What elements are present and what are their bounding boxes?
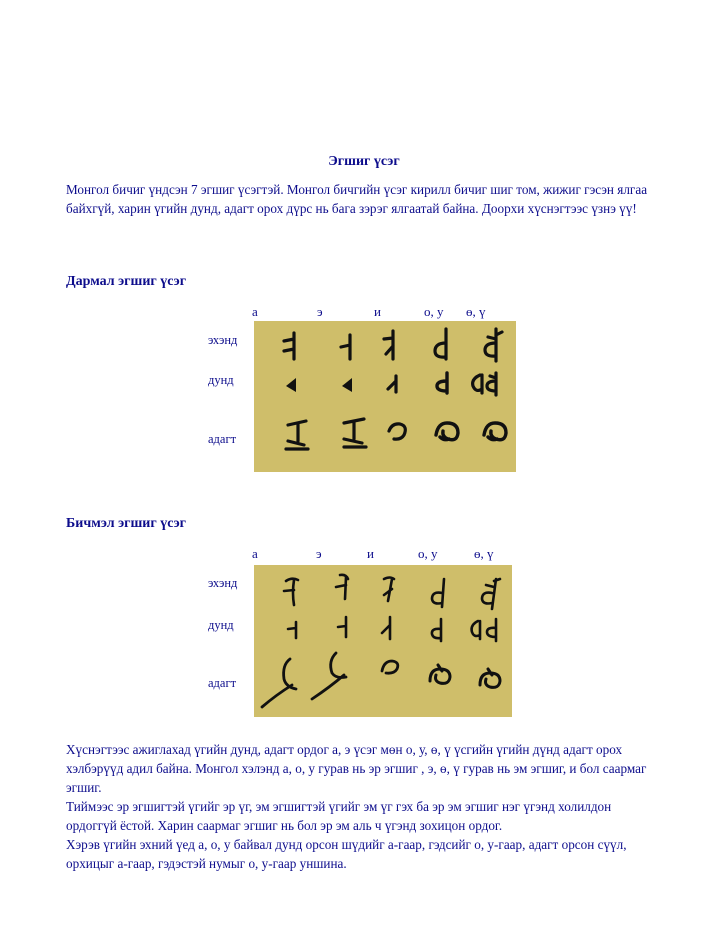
handwritten-o-final-glyph bbox=[426, 661, 456, 689]
printed-i-initial-glyph bbox=[378, 329, 404, 361]
printed-column-headers bbox=[0, 304, 728, 322]
printed-o-medial-glyph bbox=[432, 371, 454, 395]
handwritten-o-medial-glyph bbox=[426, 617, 448, 643]
column-header: ө, ү bbox=[466, 304, 486, 319]
printed-e-initial-glyph bbox=[336, 331, 360, 361]
handwritten-oe-final-glyph bbox=[476, 665, 506, 693]
handwritten-glyph-table bbox=[254, 565, 512, 717]
printed-oe-medial-glyph bbox=[468, 371, 504, 397]
printed-o-initial-glyph bbox=[430, 327, 456, 361]
row-label-final: адагт bbox=[208, 432, 237, 446]
handwritten-e-final-glyph bbox=[304, 649, 354, 705]
row-label-final: адагт bbox=[208, 676, 237, 690]
printed-a-final-glyph bbox=[282, 419, 316, 453]
handwritten-oe-initial-glyph bbox=[476, 575, 504, 611]
handwritten-a-initial-glyph bbox=[280, 575, 304, 607]
column-header: ө, ү bbox=[474, 546, 494, 561]
handwritten-a-final-glyph bbox=[256, 655, 304, 711]
handwritten-i-initial-glyph bbox=[376, 573, 402, 605]
page-title: Эгшиг үсэг bbox=[328, 154, 400, 169]
printed-i-final-glyph bbox=[384, 419, 412, 443]
handwritten-a-medial-glyph bbox=[284, 619, 304, 641]
printed-o-final-glyph bbox=[432, 417, 464, 445]
intro-paragraph: Монгол бичиг үндсэн 7 эгшиг үсэгтэй. Монгол бичгийн үсэг кирилл бичиг шиг том, жижиг гэсэн ялгаа байхгүй, харин үгийн дунд, адагт орох дүрс нь бага зэрэг ялгаатай байна. Доорхи хүснэгтээс үзнэ үү! bbox=[66, 182, 648, 216]
row-label-initial: эхэнд bbox=[208, 333, 238, 347]
handwritten-i-final-glyph bbox=[378, 655, 406, 679]
handwritten-e-medial-glyph bbox=[334, 615, 354, 639]
column-header: э bbox=[317, 304, 323, 319]
handwritten-i-medial-glyph bbox=[376, 615, 398, 641]
handwritten-o-initial-glyph bbox=[426, 575, 452, 609]
row-label-medial: дунд bbox=[208, 618, 234, 632]
printed-section-heading: Дармал эгшиг үсэг bbox=[66, 274, 187, 289]
row-label-initial: эхэнд bbox=[208, 576, 238, 590]
printed-e-medial-glyph bbox=[340, 375, 360, 395]
handwritten-e-initial-glyph bbox=[332, 571, 356, 603]
column-header: э bbox=[316, 546, 322, 561]
column-header: а bbox=[252, 304, 258, 319]
printed-e-final-glyph bbox=[338, 417, 372, 451]
column-header: о, у bbox=[424, 304, 444, 319]
conclusion-paragraph-3: Хэрэв үгийн эхний үед а, о, у байвал дунд орсон шүдийг а-гаар, гэдсийг о, у-гаар, адагт орсон сүүл, орхицыг а-гаар, гэдэстэй нумыг о, у-гаар уншина. bbox=[66, 837, 627, 871]
column-header: и bbox=[367, 546, 374, 561]
row-label-medial: дунд bbox=[208, 373, 234, 387]
printed-oe-final-glyph bbox=[480, 417, 512, 445]
handwritten-oe-medial-glyph bbox=[466, 617, 504, 643]
conclusion-paragraph-1: Хүснэгтээс ажиглахад үгийн дунд, адагт ордог а, э үсэг мөн о, у, ө, ү үсгийн үгийн дүнд адагт орох хэлбэрүүд адил байна. Монгол хэлэнд а, о, у гурав нь эр эгшиг , э, ө, ү гурав нь эм эгшиг, и бол саармаг эгшиг. bbox=[66, 742, 647, 795]
conclusion-paragraph-2: Тиймээс эр эгшигтэй үгийг эр үг, эм эгшигтэй үгийг эм үг гэх ба эр эм эгшиг нэг үгэнд холилдон ордоггүй ёстой. Харин саармаг эгшиг нь бол эр эм аль ч үгэнд зохицон ордог. bbox=[66, 799, 612, 833]
printed-oe-initial-glyph bbox=[478, 327, 506, 363]
column-header: а bbox=[252, 546, 258, 561]
column-header: о, у bbox=[418, 546, 438, 561]
printed-i-medial-glyph bbox=[382, 373, 404, 395]
column-header: и bbox=[374, 304, 381, 319]
printed-a-medial-glyph bbox=[284, 375, 304, 395]
printed-a-initial-glyph bbox=[280, 331, 304, 361]
handwritten-section-heading: Бичмэл эгшиг үсэг bbox=[66, 516, 187, 531]
handwritten-column-headers bbox=[0, 546, 728, 564]
printed-glyph-table bbox=[254, 321, 516, 472]
